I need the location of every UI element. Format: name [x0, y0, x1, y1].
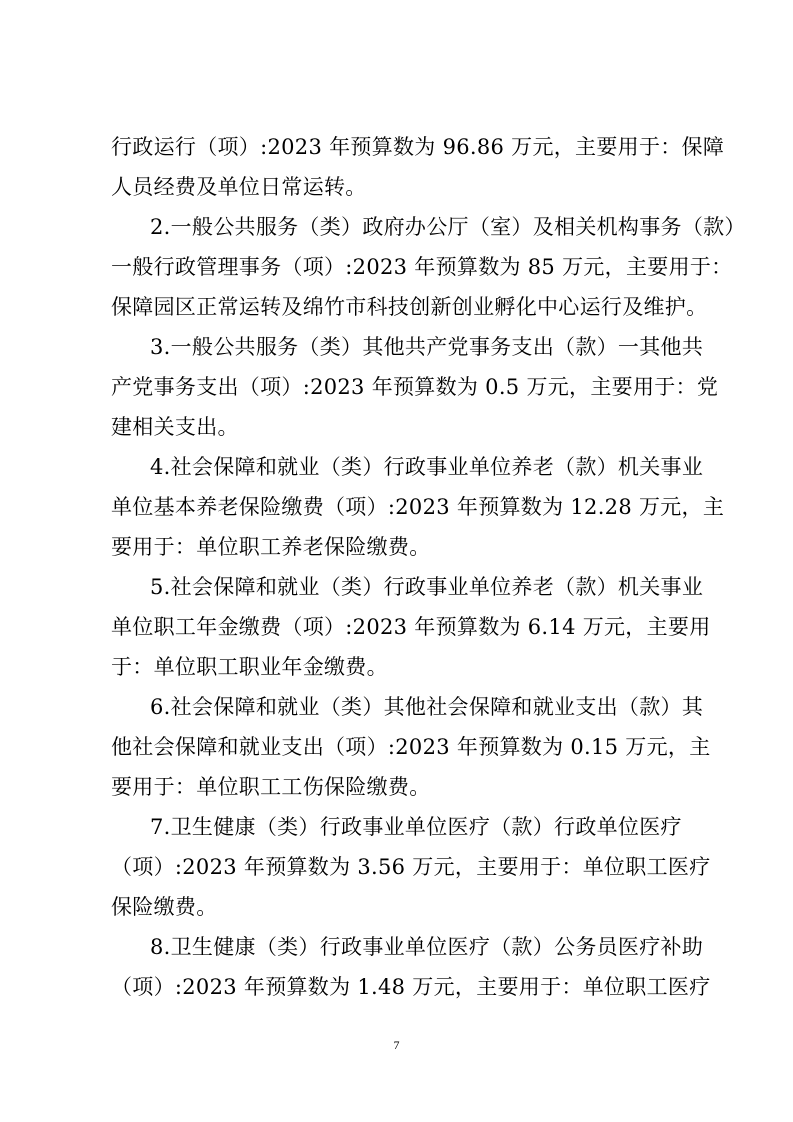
- paragraph-first-line: 2.一般公共服务（类）政府办公厅（室）及相关机构事务（款）: [150, 215, 746, 239]
- body-line: 产党事务支出（项）:2023 年预算数为 0.5 万元，主要用于：党: [111, 375, 719, 399]
- body-line: 要用于：单位职工养老保险缴费。: [111, 535, 431, 559]
- page-number: 7: [393, 1038, 400, 1052]
- body-line: （项）:2023 年预算数为 3.56 万元，主要用于：单位职工医疗: [111, 855, 711, 879]
- body-line: 要用于：单位职工工伤保险缴费。: [111, 775, 431, 799]
- paragraph-first-line: 8.卫生健康（类）行政事业单位医疗（款）公务员医疗补助: [150, 935, 704, 959]
- body-line: 行政运行（项）:2023 年预算数为 96.86 万元，主要用于：保障: [111, 135, 725, 159]
- body-line: 建相关支出。: [111, 415, 239, 439]
- paragraph-first-line: 7.卫生健康（类）行政事业单位医疗（款）行政单位医疗: [150, 815, 682, 839]
- body-line: 单位基本养老保险缴费（项）:2023 年预算数为 12.28 万元，主: [111, 495, 725, 519]
- body-line: 单位职工年金缴费（项）:2023 年预算数为 6.14 万元，主要用: [111, 615, 711, 639]
- body-line: 保险缴费。: [111, 895, 218, 919]
- paragraph-first-line: 3.一般公共服务（类）其他共产党事务支出（款）一其他共: [150, 335, 704, 359]
- body-line: 保障园区正常运转及绵竹市科技创新创业孵化中心运行及维护。: [111, 295, 708, 319]
- body-line: 于：单位职工职业年金缴费。: [111, 655, 388, 679]
- body-line: （项）:2023 年预算数为 1.48 万元，主要用于：单位职工医疗: [111, 975, 711, 999]
- paragraph-first-line: 4.社会保障和就业（类）行政事业单位养老（款）机关事业: [150, 455, 704, 479]
- paragraph-first-line: 6.社会保障和就业（类）其他社会保障和就业支出（款）其: [150, 695, 704, 719]
- body-line: 一般行政管理事务（项）:2023 年预算数为 85 万元，主要用于：: [111, 255, 733, 279]
- paragraph-first-line: 5.社会保障和就业（类）行政事业单位养老（款）机关事业: [150, 575, 704, 599]
- body-line: 人员经费及单位日常运转。: [111, 175, 367, 199]
- body-line: 他社会保障和就业支出（项）:2023 年预算数为 0.15 万元，主: [111, 735, 711, 759]
